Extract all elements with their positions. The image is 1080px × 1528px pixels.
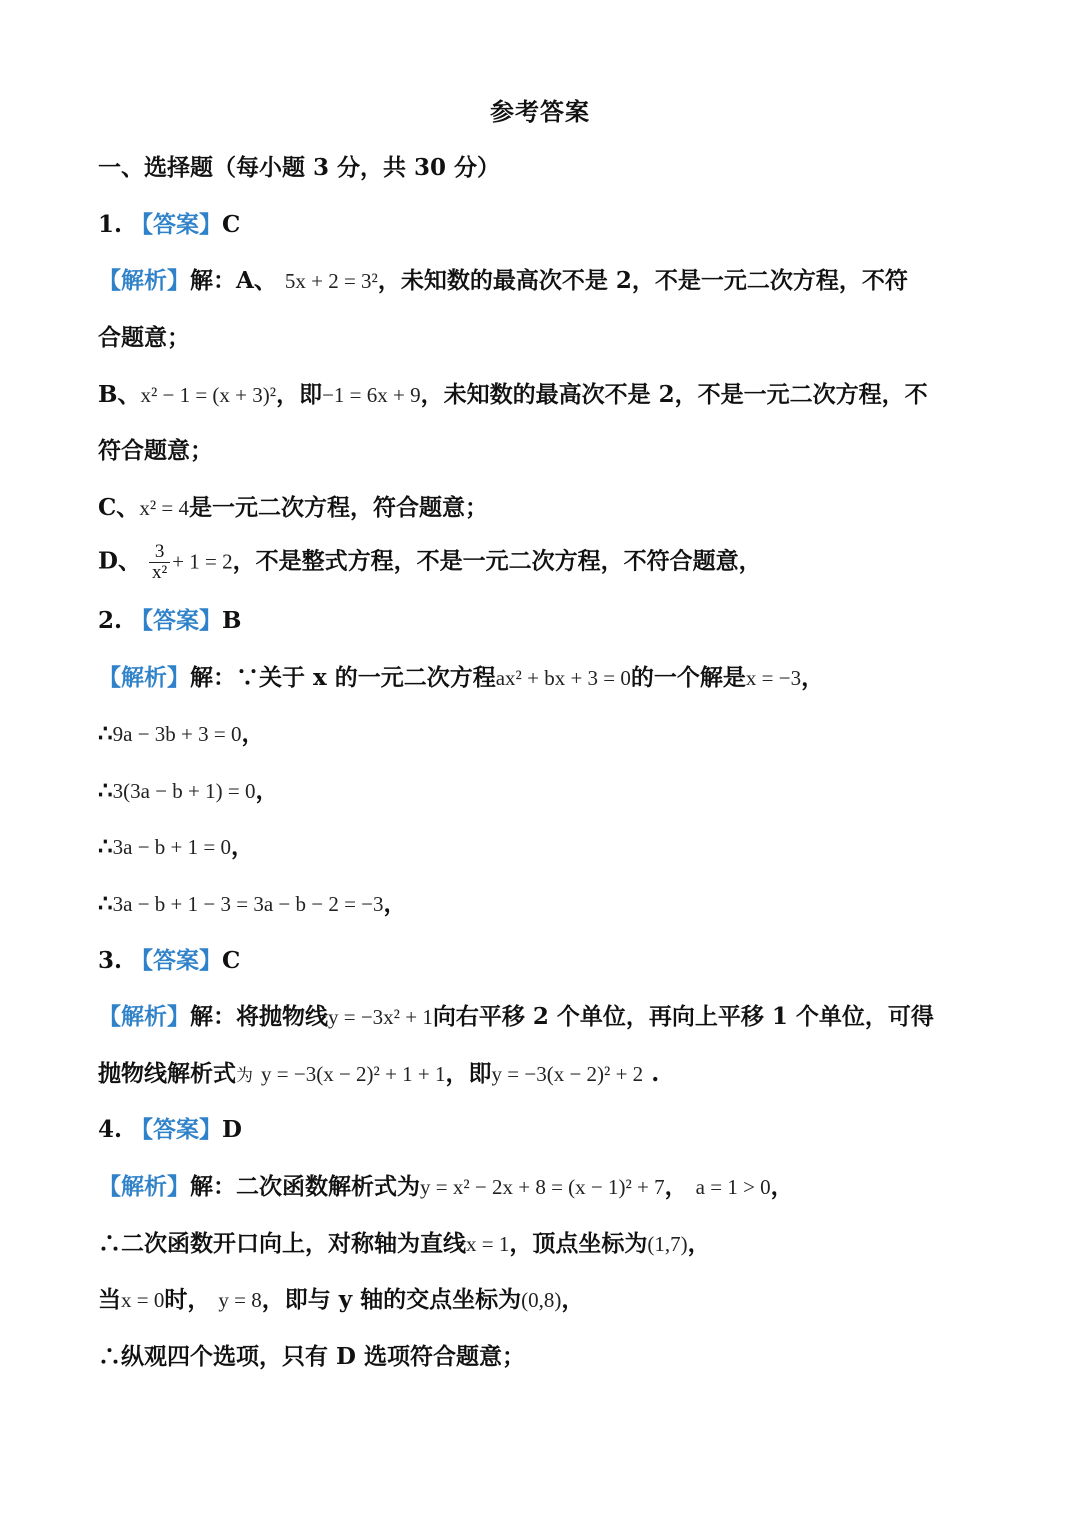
q1-d-prefix: D、 bbox=[98, 547, 141, 575]
q1-d-fraction bbox=[149, 542, 170, 583]
q3-l2-b: ，即 bbox=[445, 1060, 492, 1087]
q1-analysis-b bbox=[98, 379, 984, 411]
q3-l1-math: y = −3x² + 1 bbox=[328, 1005, 433, 1029]
q2-analysis-4 bbox=[98, 831, 984, 863]
q1-b-math1: x² − 1 = (x + 3)² bbox=[140, 383, 277, 407]
q4-l3-b: 时， bbox=[164, 1286, 211, 1313]
q2-l1-a: 解：∵关于 x 的一元二次方程 bbox=[190, 664, 496, 691]
page-title: 参考答案 bbox=[490, 97, 590, 126]
q3-l1-a: 解：将抛物线 bbox=[190, 1003, 328, 1030]
section-heading: 一、选择题（每小题 3 分，共 30 分） bbox=[98, 154, 501, 181]
q4-l1-a: 解：二次函数解析式为 bbox=[190, 1173, 420, 1200]
q2-analysis-2 bbox=[98, 718, 984, 750]
q2-l1-math: ax² + bx + 3 = 0 bbox=[495, 666, 631, 690]
q1-analysis-c bbox=[98, 492, 984, 524]
q1-b-mid: ，即 bbox=[276, 381, 323, 408]
q4-l2-c: ， bbox=[687, 1230, 711, 1257]
q3-answer: C bbox=[222, 947, 241, 974]
q4-number: 4. bbox=[98, 1116, 123, 1143]
q3-l2-a: 抛物线解析式 bbox=[98, 1060, 236, 1087]
answer-tag: 【答案】 bbox=[130, 607, 223, 634]
q4-answer: D bbox=[222, 1116, 242, 1143]
q4-l2-math2: (1,7) bbox=[647, 1232, 688, 1256]
q1-a-text: ，未知数的最高次不是 2，不是一元二次方程，不符 bbox=[377, 267, 908, 294]
q4-analysis-1 bbox=[98, 1171, 984, 1203]
q2-comma: ， bbox=[255, 777, 279, 804]
q1-b-math2: −1 = 6x + 9 bbox=[322, 383, 421, 407]
q1-answer: C bbox=[222, 211, 241, 238]
q3-l2-small: 为 bbox=[236, 1066, 253, 1085]
q2-answer: B bbox=[222, 607, 242, 634]
q4-l3-d: ， bbox=[561, 1286, 585, 1313]
q4-l3-math: x = 0 bbox=[121, 1288, 165, 1312]
q4-analysis-4: ∴纵观四个选项，只有 D 选项符合题意； bbox=[98, 1343, 525, 1370]
therefore-symbol: ∴ bbox=[98, 833, 113, 860]
q4-l3-c: ，即与 y 轴的交点坐标为 bbox=[261, 1286, 522, 1313]
answer-tag: 【答案】 bbox=[130, 211, 223, 238]
q2-number: 2. bbox=[98, 607, 123, 634]
q2-analysis-5 bbox=[98, 888, 984, 920]
answer-tag: 【答案】 bbox=[130, 947, 223, 974]
q4-l1-math: y = x² − 2x + 8 = (x − 1)² + 7 bbox=[420, 1175, 665, 1199]
q3-number: 3. bbox=[98, 947, 123, 974]
answer-tag: 【答案】 bbox=[130, 1116, 223, 1143]
q2-comma: ， bbox=[383, 890, 407, 917]
q1-analysis-a-cont: 合题意； bbox=[98, 324, 190, 351]
q4-answer-line bbox=[98, 1114, 984, 1146]
q1-analysis-d bbox=[98, 542, 984, 583]
q3-answer-line bbox=[98, 945, 984, 977]
q1-b-prefix: B、 bbox=[98, 381, 141, 408]
q4-l2-a: ∴二次函数开口向上，对称轴为直线 bbox=[98, 1230, 466, 1257]
therefore-symbol: ∴ bbox=[98, 777, 113, 804]
q2-l4-math: 3a − b + 1 = 0 bbox=[112, 835, 231, 859]
q1-a-prefix: 解：A、 bbox=[190, 267, 277, 294]
q1-c-text: 是一元二次方程，符合题意； bbox=[188, 494, 488, 521]
q3-l1-b: 向右平移 2 个单位，再向上平移 1 个单位，可得 bbox=[432, 1003, 934, 1030]
q2-analysis-1 bbox=[98, 662, 984, 694]
q2-l1-math2: x = −3 bbox=[745, 666, 802, 690]
analysis-tag: 【解析】 bbox=[98, 1003, 190, 1030]
q4-l3-math2: y = 8 bbox=[218, 1288, 262, 1312]
q2-comma: ， bbox=[231, 833, 254, 860]
q1-number: 1. bbox=[98, 211, 123, 238]
q3-analysis-1 bbox=[98, 1001, 984, 1033]
q1-answer-line bbox=[98, 209, 984, 241]
q3-l2-math2: y = −3(x − 2)² + 2 bbox=[491, 1062, 644, 1086]
analysis-tag: 【解析】 bbox=[98, 664, 190, 691]
therefore-symbol: ∴ bbox=[98, 890, 113, 917]
q2-comma: ， bbox=[241, 720, 265, 747]
therefore-symbol: ∴ bbox=[98, 720, 113, 747]
q4-l2-b: ，顶点坐标为 bbox=[509, 1230, 648, 1257]
q1-a-math: 5x + 2 = 3² bbox=[284, 269, 378, 293]
q1-b-text: ，未知数的最高次不是 2，不是一元二次方程，不 bbox=[420, 381, 928, 408]
q2-l3-math: 3(3a − b + 1) = 0 bbox=[112, 779, 256, 803]
q2-answer-line bbox=[98, 605, 984, 637]
q4-l1-c: ， bbox=[770, 1173, 794, 1200]
q1-d-math: + 1 = 2 bbox=[172, 549, 233, 574]
q3-l2-c: . bbox=[651, 1060, 660, 1087]
q1-d-text: ，不是整式方程，不是一元二次方程，不符合题意， bbox=[232, 547, 762, 575]
q4-l2-math: x = 1 bbox=[466, 1232, 510, 1256]
q4-analysis-3 bbox=[98, 1284, 984, 1316]
q1-analysis-b-cont: 符合题意； bbox=[98, 437, 213, 464]
q2-l2-math: 9a − 3b + 3 = 0 bbox=[112, 722, 242, 746]
q2-l5-math: 3a − b + 1 − 3 = 3a − b − 2 = −3 bbox=[112, 892, 384, 916]
q4-analysis-2 bbox=[98, 1228, 984, 1260]
q3-l2-math: y = −3(x − 2)² + 1 + 1 bbox=[261, 1062, 446, 1086]
q1-c-prefix: C、 bbox=[98, 494, 140, 521]
q4-l3-a: 当 bbox=[98, 1286, 121, 1313]
q4-l3-math3: (0,8) bbox=[521, 1288, 562, 1312]
q2-analysis-3 bbox=[98, 775, 984, 807]
fraction-numerator: 3 bbox=[149, 542, 170, 563]
q1-c-math: x² = 4 bbox=[139, 496, 189, 520]
q2-l1-c: ， bbox=[801, 664, 825, 691]
q4-l1-b: ， bbox=[664, 1173, 688, 1200]
analysis-tag: 【解析】 bbox=[98, 267, 190, 294]
analysis-tag: 【解析】 bbox=[98, 1173, 190, 1200]
q4-l1-math2: a = 1 > 0 bbox=[695, 1175, 771, 1199]
q2-l1-b: 的一个解是 bbox=[630, 664, 746, 691]
q1-analysis-a bbox=[98, 265, 984, 297]
fraction-denominator: x² bbox=[151, 562, 168, 583]
q3-analysis-2 bbox=[98, 1058, 984, 1092]
